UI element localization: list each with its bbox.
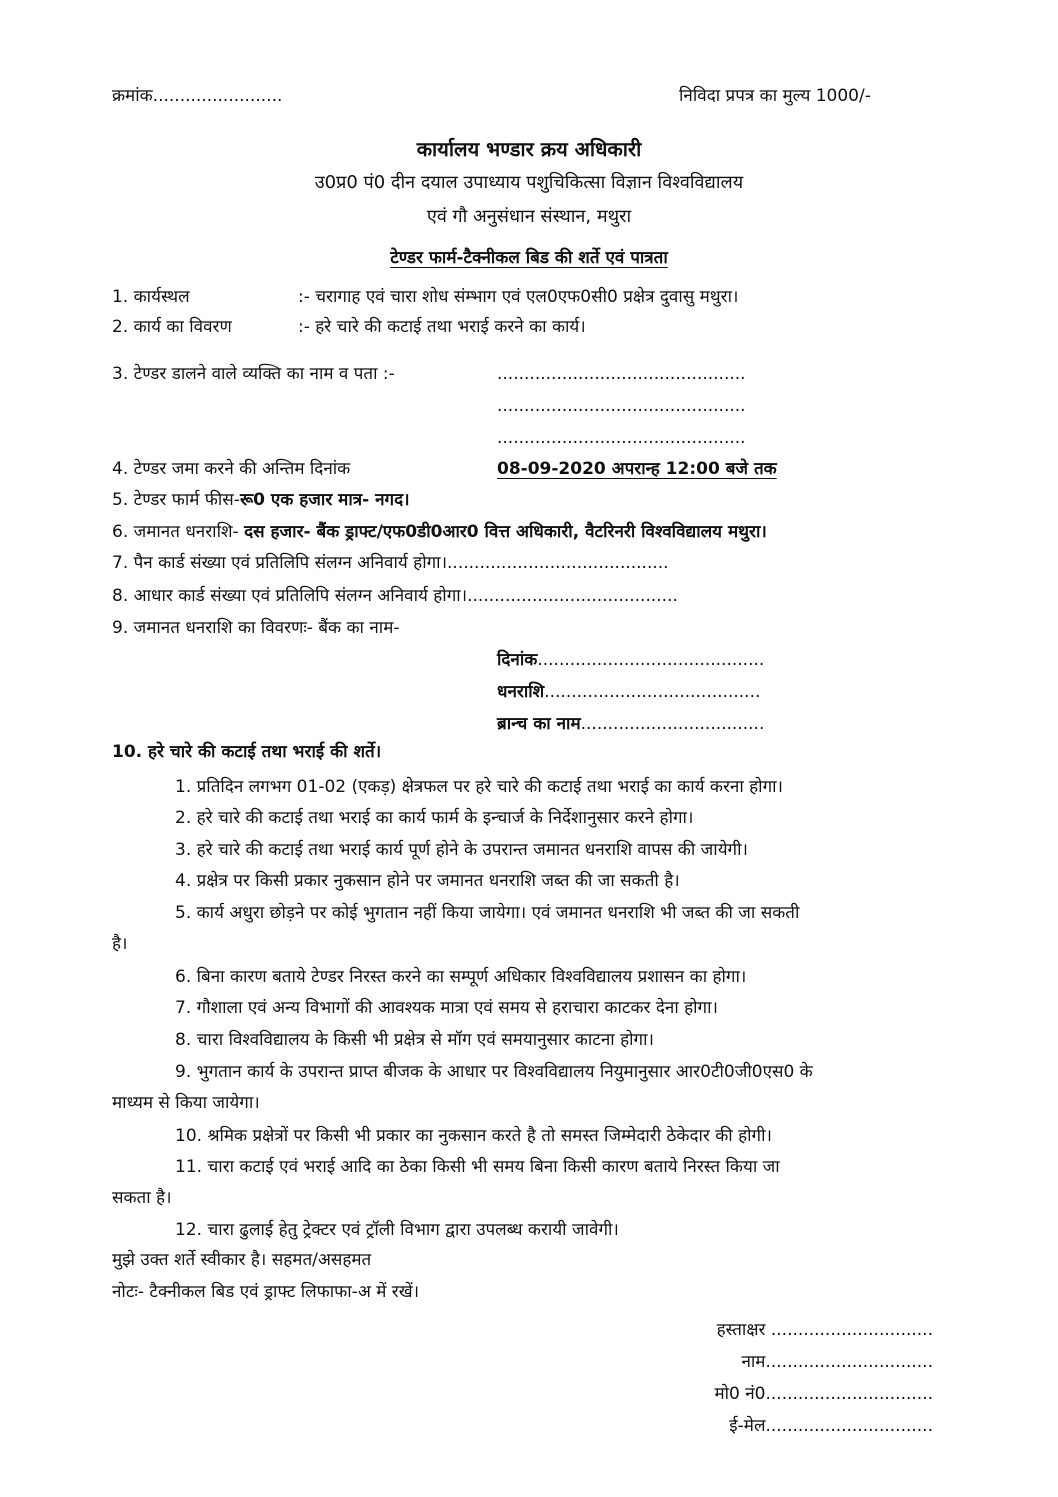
- deposit-amount-field: [497, 680, 760, 704]
- condition-4: 4. प्रक्षेत्र पर किसी प्रकार नुकसान होने पर जमानत धनराशि जब्त की जा सकती है।: [175, 871, 680, 891]
- item-6: [112, 520, 767, 544]
- deposit-date-field: [497, 648, 764, 672]
- condition-5-line-2: है।: [112, 934, 128, 954]
- deposit-amount-dots: ........................................: [544, 682, 761, 702]
- university-name: उ0प्र0 पं0 दीन दयाल उपाध्याय पशुचिकित्सा विज्ञान विश्वविद्यालय: [314, 172, 744, 193]
- condition-7: 7. गौशाला एवं अन्य विभागों की आवश्यक मात्रा एवं समय से हराचारा काटकर देना होगा।: [175, 998, 718, 1018]
- email-field: ई-मेल...............................: [729, 1416, 933, 1436]
- item-2-label: 2. कार्य का विवरण: [112, 317, 232, 337]
- item-3-line-3: ..............................................: [497, 428, 746, 448]
- note-line: नोटः- टैक्नीकल बिड एवं ड्राफ्ट लिफाफा-अ में रखें।: [112, 1282, 420, 1302]
- office-title: कार्यालय भण्डार क्रय अधिकारी: [416, 137, 642, 161]
- mobile-field: मो0 नं0...............................: [714, 1384, 933, 1404]
- condition-6: 6. बिना कारण बताये टेण्डर निरस्त करने का सम्पूर्ण अधिकार विश्वविद्यालय प्रशासन का होगा।: [175, 967, 747, 987]
- condition-11-line-1: 11. चारा कटाई एवं भराई आदि का ठेका किसी भी समय बिना किसी कारण बताये निरस्त किया जा: [175, 1157, 780, 1177]
- form-title: टेण्डर फार्म-टैक्नीकल बिड की शर्ते एवं पात्रता: [390, 248, 668, 268]
- branch-name-label: ब्रान्च का नाम: [497, 714, 581, 734]
- item-5-value: रू0 एक हजार मात्र- नगद।: [239, 490, 410, 510]
- deposit-date-dots: ..........................................: [537, 650, 765, 670]
- item-8: 8. आधार कार्ड संख्या एवं प्रतिलिपि संलग्न अनिवार्य होगा।.......................................: [112, 586, 678, 606]
- name-field: नाम...............................: [741, 1352, 933, 1372]
- item-6-label: 6. जमानत धनराशि-: [112, 522, 239, 542]
- condition-11-line-2: सकता है।: [112, 1188, 172, 1208]
- condition-2: 2. हरे चारे की कटाई तथा भराई का कार्य फार्म के इन्चार्ज के निर्देशानुसार करने होगा।: [175, 808, 694, 828]
- item-3-label: 3. टेण्डर डालने वाले व्यक्ति का नाम व पता :-: [112, 364, 395, 384]
- condition-3: 3. हरे चारे की कटाई तथा भराई कार्य पूर्ण होने के उपरान्त जमानत धनराशि वापस की जायेगी।: [175, 840, 748, 860]
- item-6-value: दस हजार- बैंक ड्राफ्ट/एफ0डी0आर0 वित्त अधिकारी, वैटरिनरी विश्वविद्यालय मथुरा।: [244, 522, 767, 542]
- condition-8: 8. चारा विश्वविद्यालय के किसी भी प्रक्षेत्र से मॉग एवं समयानुसार काटना होगा।: [175, 1030, 654, 1050]
- condition-1: 1. प्रतिदिन लगभग 01-02 (एकड़) क्षेत्रफल पर हरे चारे की कटाई तथा भराई का कार्य करना होगा।: [175, 777, 784, 797]
- agreement-line: मुझे उक्त शर्ते स्वीकार है। सहमत/असहमत: [112, 1250, 372, 1270]
- serial-number: क्रमांक........................: [112, 86, 283, 106]
- item-1-label: 1. कार्यस्थल: [112, 287, 190, 307]
- item-3-line-1: ..............................................: [497, 364, 746, 384]
- item-7: 7. पैन कार्ड संख्या एवं प्रतिलिपि संलग्न अनिवार्य होगा।.........................................: [112, 553, 669, 573]
- deposit-amount-label: धनराशि: [497, 682, 545, 702]
- item-9: 9. जमानत धनराशि का विवरणः- बैंक का नाम-: [112, 618, 400, 638]
- condition-10: 10. श्रमिक प्रक्षेत्रों पर किसी भी प्रकार का नुकसान करते है तो समस्त जिम्मेदारी ठेकेदार की होगी।: [175, 1126, 772, 1146]
- signature-field: हस्ताक्षर ..............................: [716, 1320, 933, 1340]
- condition-9-line-1: 9. भुगतान कार्य के उपरान्त प्राप्त बीजक के आधार पर विश्वविद्यालय नियुमानुसार आर0टी0जी0एस0 के: [175, 1062, 813, 1082]
- form-price: निविदा प्रपत्र का मुल्य 1000/-: [679, 86, 871, 106]
- item-1-value: :- चरागाह एवं चारा शोध संम्भाग एवं एल0एफ0सी0 प्रक्षेत्र दुवासु मथुरा।: [298, 287, 739, 307]
- deposit-date-label: दिनांक: [497, 650, 538, 670]
- item-5: [112, 488, 410, 512]
- branch-name-dots: ..................................: [580, 714, 765, 734]
- condition-5-line-1: 5. कार्य अधुरा छोड़ने पर कोई भुगतान नहीं किया जायेगा। एवं जमानत धनराशि भी जब्त की जा सकती: [175, 903, 800, 923]
- branch-name-field: [497, 712, 764, 736]
- institute-name: एवं गौ अनुसंधान संस्थान, मथुरा: [426, 206, 632, 227]
- item-2-value: :- हरे चारे की कटाई तथा भराई करने का कार्य।: [298, 317, 586, 337]
- condition-9-line-2: माध्यम से किया जायेगा।: [112, 1093, 260, 1113]
- item-5-label: 5. टेण्डर फार्म फीस-: [112, 490, 240, 510]
- item-4-label: 4. टेण्डर जमा करने की अन्तिम दिनांक: [112, 459, 351, 479]
- item-4-deadline: 08-09-2020 अपरान्ह 12:00 बजे तक: [497, 459, 777, 479]
- item-3-line-2: ..............................................: [497, 396, 746, 416]
- condition-12: 12. चारा ढुलाई हेतु ट्रेक्टर एवं ट्रॉली विभाग द्वारा उपलब्ध करायी जावेगी।: [175, 1220, 619, 1240]
- conditions-heading: 10. हरे चारे की कटाई तथा भराई की शर्ते।: [112, 742, 382, 762]
